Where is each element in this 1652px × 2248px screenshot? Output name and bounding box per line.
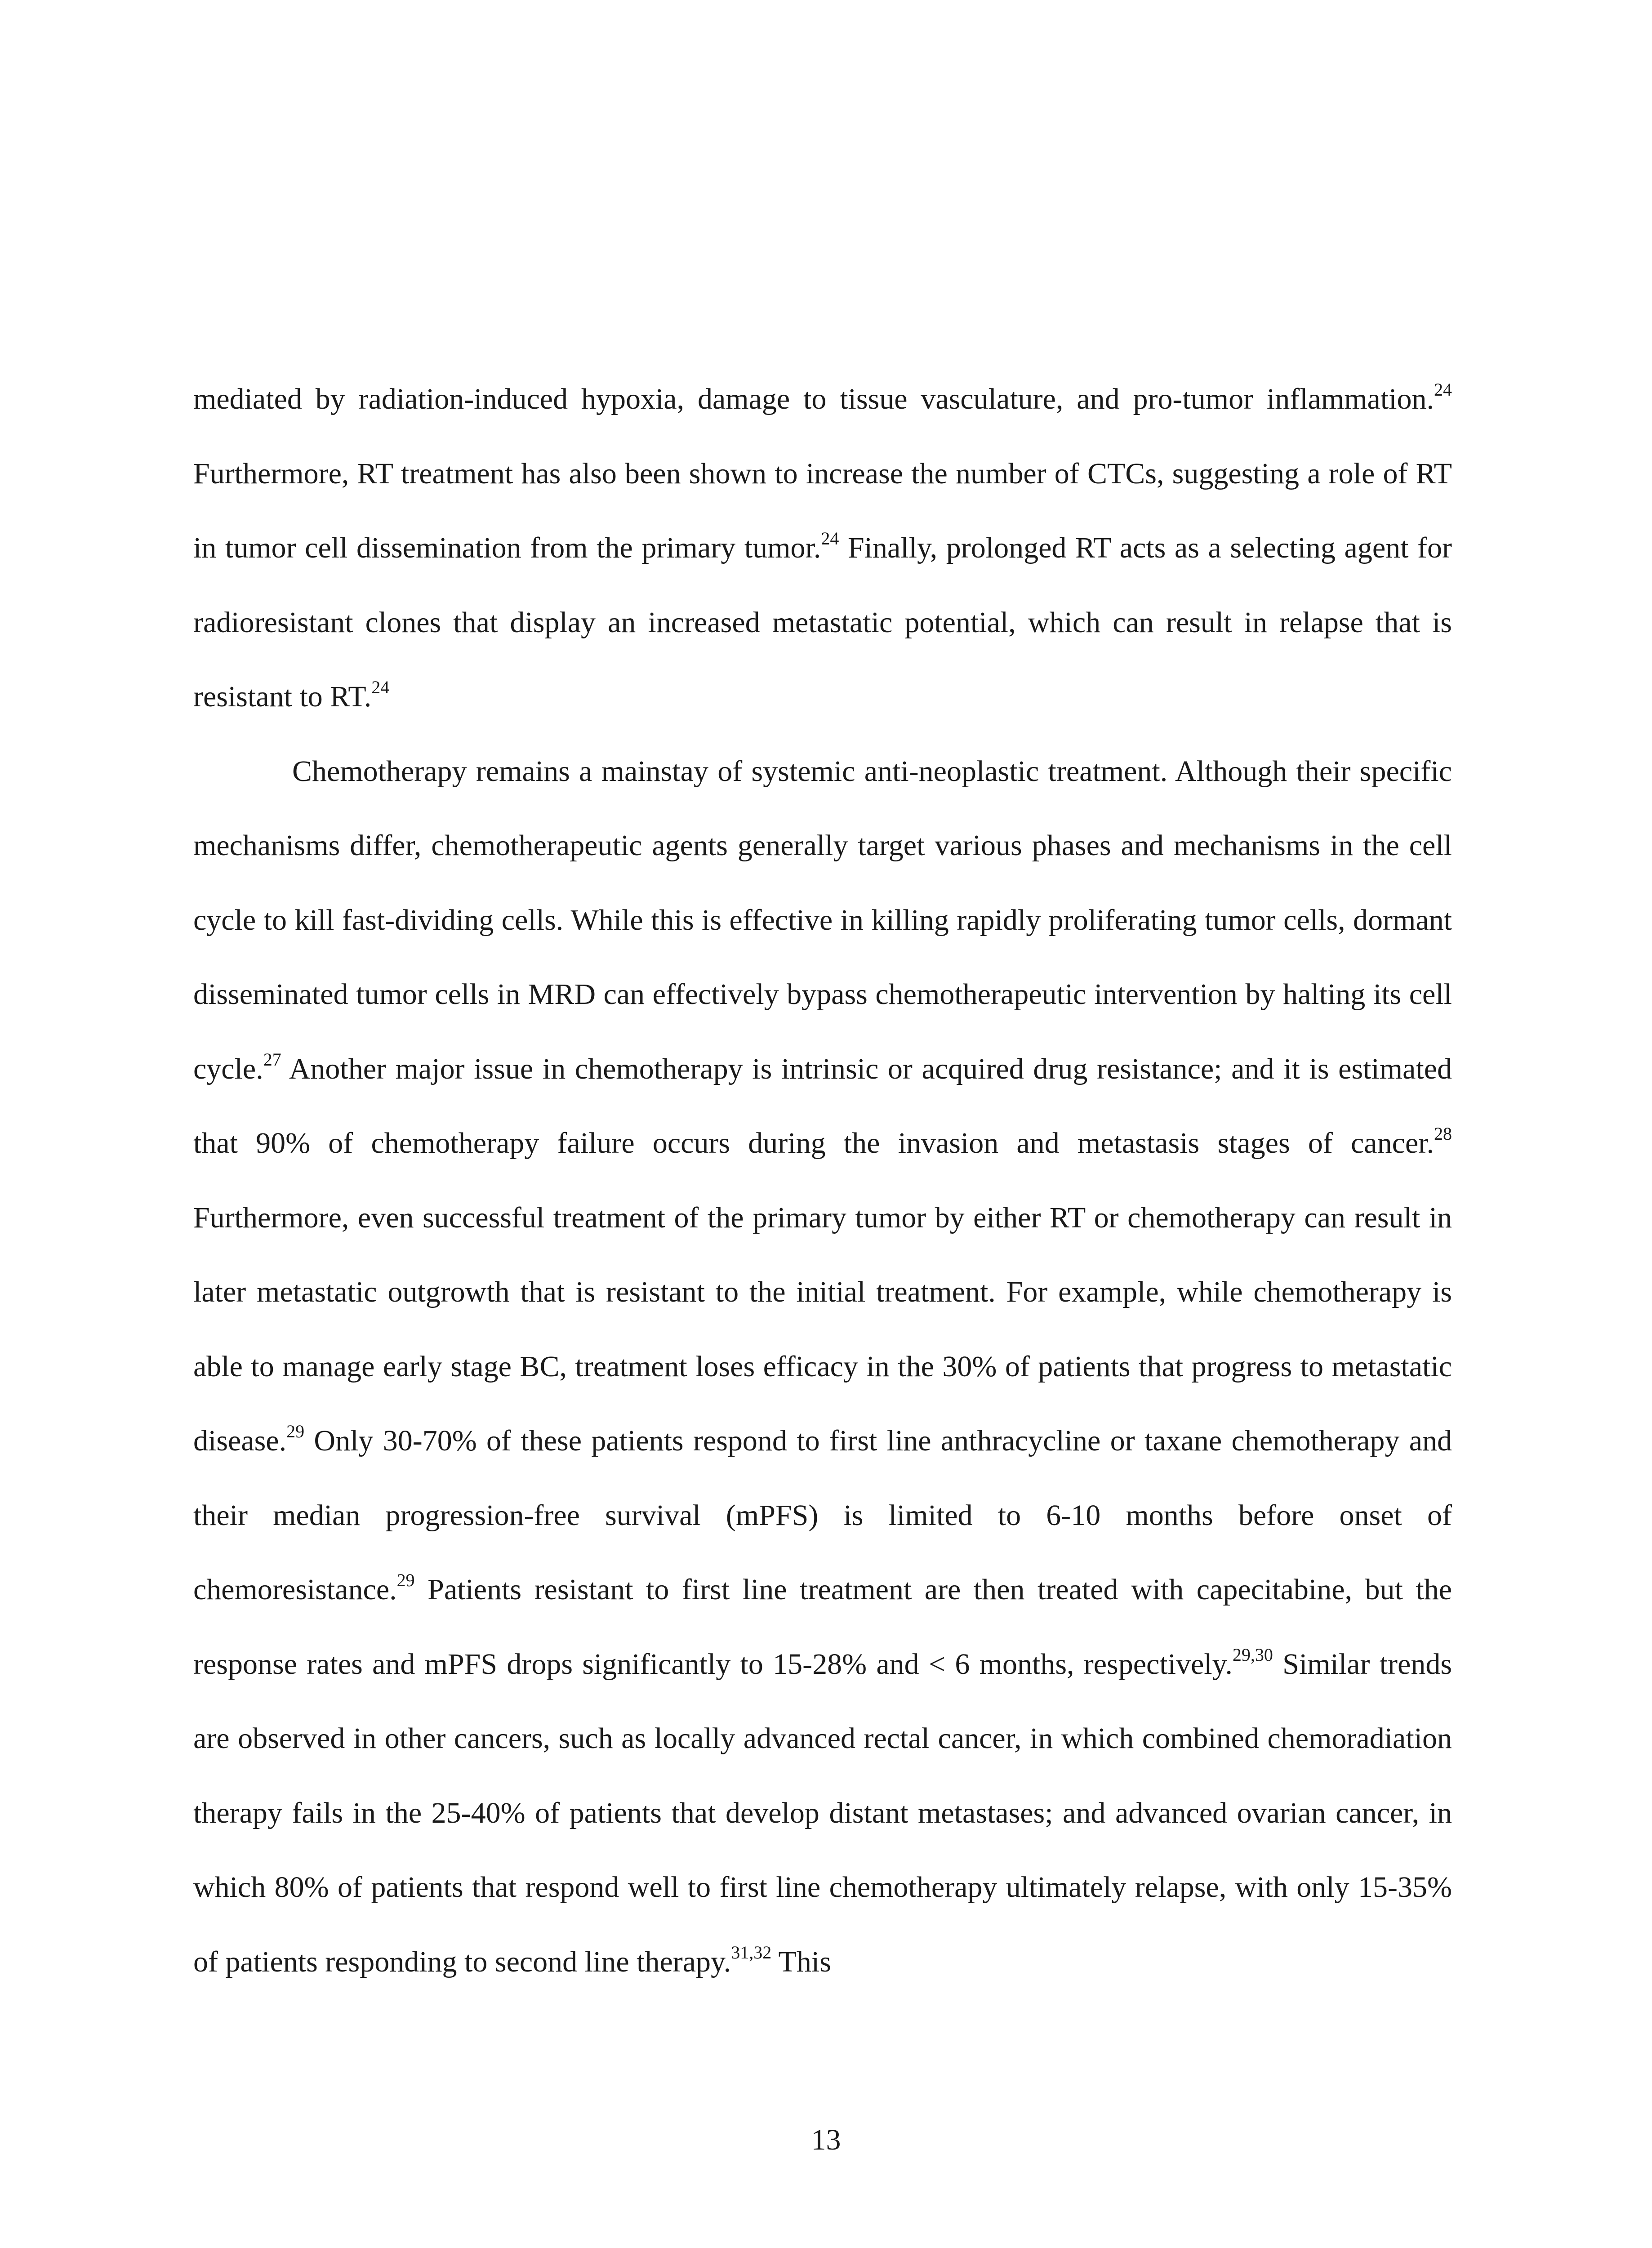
citation-superscript: 27 xyxy=(263,1049,281,1070)
citation-superscript: 24 xyxy=(821,528,839,549)
citation-superscript: 24 xyxy=(371,677,390,697)
citation-superscript: 31,32 xyxy=(731,1942,772,1963)
citation-superscript: 24 xyxy=(1434,379,1452,400)
text-run: Another major issue in chemotherapy is intrinsic or acquired drug resistance; and it is estimated that 90% of chemotherapy failure occurs during the invasion and metastasis stages of cancer. xyxy=(193,1052,1452,1160)
text-run: Patients resistant to first line treatment are then treated with capecitabine, but the response rates and mPFS drops significantly to 15-28% and < 6 months, respectively. xyxy=(193,1573,1452,1681)
page-number: 13 xyxy=(811,2123,841,2156)
body-text xyxy=(193,362,1452,1999)
text-run: Furthermore, RT treatment has also been shown to increase the number of CTCs, suggesting a role of RT in tumor cell dissemination from the primary tumor. xyxy=(193,457,1452,564)
text-run: Chemotherapy remains a mainstay of systemic anti-neoplastic treatment. Although their specific mechanisms differ, chemotherapeutic agents generally target various phases and mechanisms in the cell cycle to kill fast-dividing cells. While this is effective in killing rapidly proliferating tumor cells, dormant disseminated tumor cells in MRD can effectively bypass chemotherapeutic intervention by halting its cell cycle. xyxy=(193,754,1452,1085)
citation-superscript: 28 xyxy=(1434,1124,1452,1144)
citation-superscript: 29 xyxy=(286,1421,305,1441)
text-run: Similar trends are observed in other cancers, such as locally advanced rectal cancer, in which combined chemoradiation therapy fails in the 25-40% of patients that develop distant metastases; and advanced ovarian cancer, in which 80% of patients that respond well to first line chemotherapy ultimately relapse, with only 15-35% of patients responding to second line therapy. xyxy=(193,1647,1452,1978)
text-run: This xyxy=(771,1945,831,1978)
text-run: mediated by radiation-induced hypoxia, damage to tissue vasculature, and pro-tumor inflammation. xyxy=(193,383,1434,415)
paragraph xyxy=(193,362,1452,734)
text-run: Finally, prolonged RT acts as a selecting agent for radioresistant clones that display an increased metastatic potential, which can result in relapse that is resistant to RT. xyxy=(193,531,1452,713)
citation-superscript: 29,30 xyxy=(1232,1644,1273,1665)
text-run: Furthermore, even successful treatment of the primary tumor by either RT or chemotherapy can result in later metastatic outgrowth that is resistant to the initial treatment. For example, while chemotherapy is able to manage early stage BC, treatment loses efficacy in the 30% of patients that progress to metastatic disease. xyxy=(193,1201,1452,1457)
citation-superscript: 29 xyxy=(396,1570,415,1590)
text-run: Only 30-70% of these patients respond to first line anthracycline or taxane chemotherapy and their median progression-free survival (mPFS) is limited to 6-10 months before onset of chemoresistance. xyxy=(193,1424,1452,1606)
paragraph xyxy=(193,734,1452,1999)
